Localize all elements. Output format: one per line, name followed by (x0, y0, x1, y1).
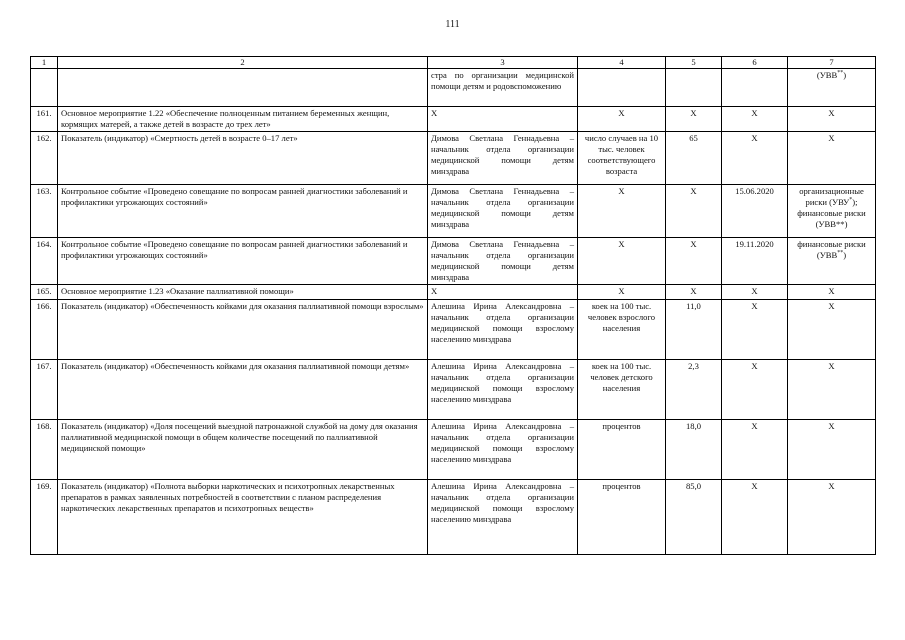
responsible-person-text: Х (431, 286, 438, 296)
table-row (31, 300, 876, 360)
deadline-date-cell (722, 300, 788, 360)
header-cell: 1 (31, 57, 58, 69)
measure-name-cell (58, 285, 428, 300)
row-number-cell (31, 185, 58, 238)
risk-footnote-mark: * (849, 197, 853, 204)
risks-cell (788, 300, 876, 360)
deadline-date-text: Х (751, 108, 758, 118)
row-number-text: 163. (36, 186, 52, 196)
risk-text: Х (828, 301, 835, 311)
table-row (31, 420, 876, 480)
responsible-person-cell (428, 300, 578, 360)
header-cell: 3 (428, 57, 578, 69)
target-value-text: Х (690, 239, 697, 249)
row-number-cell (31, 285, 58, 300)
risk-text: Х (828, 133, 835, 143)
measure-name-text: Основное мероприятие 1.23 «Оказание паллиативной помощи» (61, 286, 294, 296)
target-value-cell (666, 300, 722, 360)
deadline-date-cell (722, 185, 788, 238)
deadline-date-text: Х (751, 421, 758, 431)
unit-of-measure-text: коек на 100 тыс. человек детского населения (590, 361, 653, 393)
risks-cell (788, 420, 876, 480)
header-cell: 6 (722, 57, 788, 69)
measure-name-cell (58, 185, 428, 238)
target-value-text: 18,0 (685, 421, 702, 431)
risks-cell (788, 132, 876, 185)
unit-of-measure-cell (578, 69, 666, 107)
table-row (31, 107, 876, 132)
row-number-cell (31, 300, 58, 360)
table-row (31, 238, 876, 285)
risk-text-end: ) (843, 250, 847, 260)
risks-cell (788, 238, 876, 285)
row-number-text: 161. (36, 108, 52, 118)
deadline-date-cell (722, 132, 788, 185)
risk-text: (УВВ (816, 70, 838, 80)
measure-name-cell (58, 238, 428, 285)
measure-name-text: Контрольное событие «Проведено совещание по вопросам ранней диагностики заболеваний и профилактики угрожающих состояний» (61, 186, 408, 207)
responsible-person-cell (428, 285, 578, 300)
responsible-person-text: Алешина Ирина Александровна – начальник отдела организации медицинской помощи взрослому населению минздрава (431, 361, 574, 404)
unit-of-measure-cell (578, 285, 666, 300)
unit-of-measure-cell (578, 107, 666, 132)
measure-name-cell (58, 69, 428, 107)
table-row (31, 285, 876, 300)
header-cell: 5 (666, 57, 722, 69)
page-number: 111 (445, 19, 460, 30)
row-number-cell (31, 238, 58, 285)
responsible-person-cell (428, 420, 578, 480)
deadline-date-text: Х (751, 286, 758, 296)
table-row (31, 360, 876, 420)
table-row (31, 69, 876, 107)
deadline-date-text: Х (751, 481, 758, 491)
unit-of-measure-text: Х (618, 286, 625, 296)
unit-of-measure-text: Х (618, 108, 625, 118)
responsible-person-text: Х (431, 108, 438, 118)
measure-name-text: Контрольное событие «Проведено совещание по вопросам ранней диагностики заболеваний и профилактики угрожающих состояний» (61, 239, 408, 260)
unit-of-measure-cell (578, 480, 666, 555)
deadline-date-cell (722, 480, 788, 555)
row-number-cell (31, 420, 58, 480)
risk-footnote-mark: ** (837, 70, 844, 77)
deadline-date-text: 15.06.2020 (735, 186, 774, 196)
row-number-cell (31, 107, 58, 132)
deadline-date-cell (722, 69, 788, 107)
row-number-cell (31, 480, 58, 555)
target-value-cell (666, 238, 722, 285)
target-value-cell (666, 360, 722, 420)
row-number-cell (31, 132, 58, 185)
row-number-text: 169. (36, 481, 52, 491)
unit-of-measure-cell (578, 238, 666, 285)
row-number-text: 166. (36, 301, 52, 311)
unit-of-measure-text: коек на 100 тыс. человек взрослого населения (587, 301, 656, 333)
deadline-date-cell (722, 107, 788, 132)
unit-of-measure-text: процентов (602, 481, 641, 491)
responsible-person-text: Алешина Ирина Александровна – начальник отдела организации медицинской помощи взрослому населению минздрава (431, 481, 574, 524)
target-value-cell (666, 285, 722, 300)
target-value-text: 2,3 (688, 361, 699, 371)
risk-text: финансовые риски (УВВ (797, 239, 866, 260)
deadline-date-text: Х (751, 301, 758, 311)
deadline-date-text: Х (751, 361, 758, 371)
table-row (31, 185, 876, 238)
unit-of-measure-cell (578, 185, 666, 238)
row-number-cell (31, 360, 58, 420)
risk-text: Х (828, 421, 835, 431)
deadline-date-cell (722, 360, 788, 420)
target-value-cell (666, 480, 722, 555)
risks-cell (788, 360, 876, 420)
risk-text: Х (828, 361, 835, 371)
unit-of-measure-cell (578, 300, 666, 360)
unit-of-measure-cell (578, 132, 666, 185)
responsible-person-cell (428, 238, 578, 285)
responsible-person-cell (428, 360, 578, 420)
risk-text-end: ) (843, 70, 847, 80)
target-value-cell (666, 107, 722, 132)
target-value-text: 65 (689, 133, 698, 143)
measure-name-cell (58, 107, 428, 132)
measure-name-text: Показатель (индикатор) «Обеспеченность койками для оказания паллиативной помощи детям» (61, 361, 410, 371)
risks-cell (788, 285, 876, 300)
deadline-date-cell (722, 420, 788, 480)
deadline-date-cell (722, 238, 788, 285)
risks-cell (788, 185, 876, 238)
unit-of-measure-text: Х (618, 239, 625, 249)
target-value-cell (666, 420, 722, 480)
table-row (31, 132, 876, 185)
plan-table (30, 56, 876, 555)
measure-name-cell (58, 480, 428, 555)
row-number-cell (31, 69, 58, 107)
risks-cell (788, 480, 876, 555)
responsible-person-text: Алешина Ирина Александровна – начальник отдела организации медицинской помощи взрослому населению минздрава (431, 301, 574, 344)
unit-of-measure-cell (578, 360, 666, 420)
target-value-text: Х (690, 108, 697, 118)
header-cell: 4 (578, 57, 666, 69)
deadline-date-text: Х (751, 133, 758, 143)
responsible-person-cell (428, 185, 578, 238)
row-number-text: 164. (36, 239, 52, 249)
target-value-text: Х (690, 186, 697, 196)
unit-of-measure-text: число случаев на 10 тыс. человек соответствующего возраста (584, 133, 659, 176)
row-number-text: 168. (36, 421, 52, 431)
responsible-person-text: Димова Светлана Геннадьевна – начальник отдела организации медицинской помощи детям минздрава (431, 133, 574, 176)
unit-of-measure-text: процентов (602, 421, 641, 431)
header-row (31, 57, 876, 69)
risk-text: Х (828, 481, 835, 491)
measure-name-text: Показатель (индикатор) «Обеспеченность койками для оказания паллиативной помощи взрослым» (61, 301, 424, 311)
measure-name-cell (58, 360, 428, 420)
responsible-person-cell (428, 480, 578, 555)
risk-footnote-mark: ** (837, 250, 844, 257)
measure-name-text: Показатель (индикатор) «Доля посещений выездной патронажной службой на дому для оказания паллиативной медицинской помощи в общем количестве посещений по паллиативной медицинской помощи» (61, 421, 418, 453)
target-value-cell (666, 132, 722, 185)
header-cell: 2 (58, 57, 428, 69)
target-value-cell (666, 69, 722, 107)
measure-name-cell (58, 300, 428, 360)
deadline-date-text: 19.11.2020 (735, 239, 774, 249)
risk-text: Х (828, 286, 835, 296)
risks-cell (788, 107, 876, 132)
measure-name-text: Основное мероприятие 1.22 «Обеспечение полноценным питанием беременных женщин, кормящих матерей, а также детей в возрасте до трех лет» (61, 108, 390, 129)
responsible-person-cell (428, 132, 578, 185)
target-value-text: 11,0 (686, 301, 701, 311)
responsible-person-text: Димова Светлана Геннадьевна – начальник отдела организации медицинской помощи детям минздрава (431, 186, 574, 229)
measure-name-cell (58, 420, 428, 480)
row-number-text: 167. (36, 361, 52, 371)
risk-text-end: ); финансовые риски (УВВ**) (797, 197, 866, 229)
responsible-person-cell (428, 69, 578, 107)
table-body (31, 57, 876, 555)
measure-name-text: Показатель (индикатор) «Смертность детей в возрасте 0–17 лет» (61, 133, 298, 143)
row-number-text: 162. (36, 133, 52, 143)
risk-text: Х (828, 108, 835, 118)
target-value-text: 85,0 (685, 481, 702, 491)
responsible-person-cell (428, 107, 578, 132)
responsible-person-text: стра по организации медицинской помощи детям и родовспоможению (431, 70, 574, 91)
responsible-person-text: Алешина Ирина Александровна – начальник отдела организации медицинской помощи взрослому населению минздрава (431, 421, 574, 464)
risks-cell (788, 69, 876, 107)
target-value-cell (666, 185, 722, 238)
risk-text: организационные риски (УВУ (799, 186, 864, 207)
target-value-text: Х (690, 286, 697, 296)
measure-name-cell (58, 132, 428, 185)
header-cell: 7 (788, 57, 876, 69)
deadline-date-cell (722, 285, 788, 300)
row-number-text: 165. (36, 286, 52, 296)
unit-of-measure-text: Х (618, 186, 625, 196)
unit-of-measure-cell (578, 420, 666, 480)
responsible-person-text: Димова Светлана Геннадьевна – начальник отдела организации медицинской помощи детям минздрава (431, 239, 574, 282)
table-row (31, 480, 876, 555)
measure-name-text: Показатель (индикатор) «Полнота выборки наркотических и психотропных лекарственных препаратов в рамках заявленных потребностей в соответствии с планом распределения наркотических лекарственных препаратов и психотропных веществ» (61, 481, 395, 513)
